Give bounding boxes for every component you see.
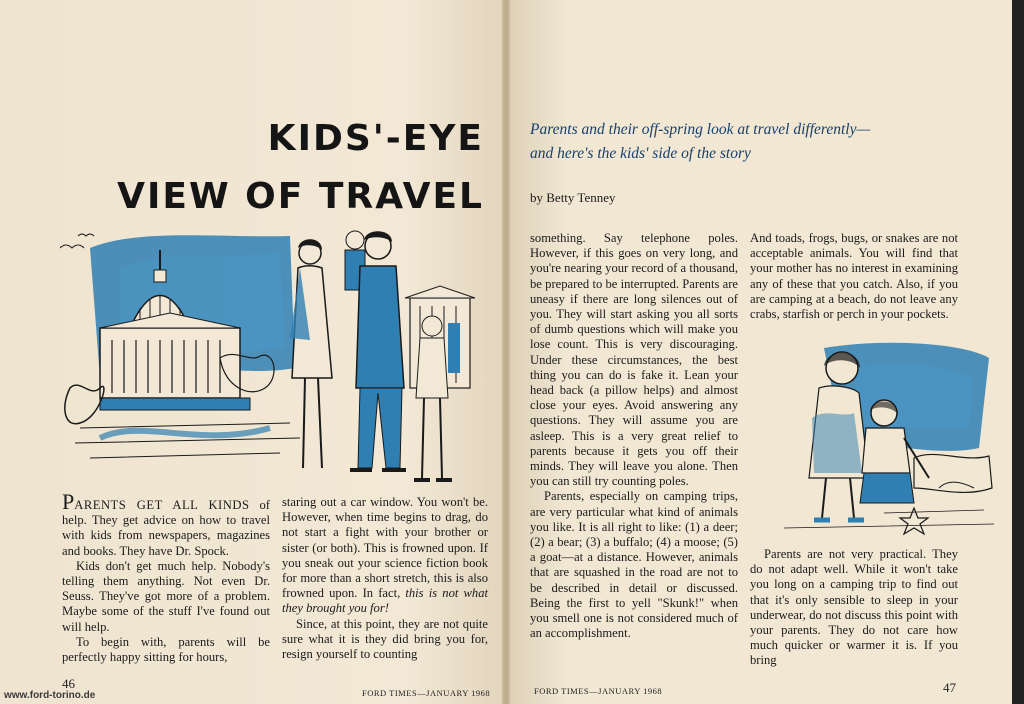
lead-in-smallcaps: ARENTS GET ALL KINDS xyxy=(74,498,250,512)
drop-cap: P xyxy=(62,489,75,514)
right-column-2-top xyxy=(750,231,958,322)
running-footer-right: FORD TIMES—JANUARY 1968 xyxy=(534,686,663,696)
deck-line-2: and here's the kids' side of the story xyxy=(530,145,751,162)
page-number-right: 47 xyxy=(943,680,956,695)
right-column-1 xyxy=(530,231,738,641)
paragraph-italic: this is not what they brought you for! xyxy=(282,586,488,616)
capitol-building-illustration xyxy=(60,228,480,488)
running-footer-left: FORD TIMES—JANUARY 1968 xyxy=(362,688,491,698)
left-page xyxy=(0,0,506,704)
book-gutter xyxy=(502,0,510,704)
deck-subtitle xyxy=(530,118,970,166)
left-column-2 xyxy=(282,495,488,662)
right-page xyxy=(506,0,1012,704)
paragraph-2: Parents, especially on camping trips, are very particular what kind of animals you like. It is all right to like: (1) a deer; (2) a bear; (3) a buffalo; (4) a moose; (5) a goat—at a distance. However, animals that are squashed in the road are not to be described in detail or discussed. Being the first to yell "Skunk!" when you smell one is not considered much of an accomplishment. xyxy=(530,489,738,641)
paragraph-2: Parents are not very practical. They do not adapt well. While it won't take you long on a camping trip to find out that it's only sensible to sleep in your underwear, do not discuss this point with your parents. They do not care how much quicker or warmer it is. If you bring xyxy=(750,547,958,668)
byline: by Betty Tenney xyxy=(530,190,616,205)
right-column-2-bottom xyxy=(750,547,958,669)
paragraph-2: Kids don't get much help. Nobody's telling them anything. Not even Dr. Seuss. They've got more of a problem. Maybe some of the stuff I've found out will help. xyxy=(62,558,270,634)
paragraph-3: To begin with, parents will be perfectly happy sitting for hours, xyxy=(62,634,270,665)
page-number-left: 46 xyxy=(62,676,75,691)
paragraph-text: staring out a car window. You won't be. However, when time begins to drag, do not start a fight with your brother or sister (or both). This is frowned upon. If you sneak out your science fiction book for more than a short stretch, this is also frowned upon. In fact, xyxy=(282,495,488,601)
scan-edge xyxy=(1012,0,1024,704)
paragraph-1-rest: of help. They get advice on how to travel with kids from newspapers, magazines and books. They have Dr. Spock. xyxy=(62,498,270,558)
left-column-1 xyxy=(62,489,270,665)
paragraph-1: And toads, frogs, bugs, or snakes are not acceptable animals. You will find that your mother has no interest in examining any of these that you catch. Also, if you are camping at a beach, do not leave any crabs, starfish or perch in your pockets. xyxy=(750,231,958,322)
paragraph-1: something. Say telephone poles. However, if this goes on very long, and you're nearing your record of a thousand, be prepared to be interrupted. Parents are uneasy if there are long silences out of you. They will start asking you all sorts of dumb questions which will make you lose count. This is very discouraging. Under these circumstances, the best thing you can do is fake it. Lean your head back (a pillow helps) and almost close your eyes. Avoid answering any questions. They will assume you are asleep. This is a very great relief to parents because it gets you off their minds. They will leave you alone. Then you can still try counting poles. xyxy=(530,231,738,489)
beach-kids-illustration xyxy=(764,338,996,538)
headline-line-1: KIDS'-EYE xyxy=(267,118,484,159)
headline-line-2: VIEW OF TRAVEL xyxy=(117,176,484,217)
paragraph-2: Since, at this point, they are not quite sure what it is they did bring you for, resign yourself to counting xyxy=(282,616,488,662)
deck-line-1: Parents and their off-spring look at travel differently— xyxy=(530,121,871,138)
watermark: www.ford-torino.de xyxy=(4,690,96,701)
